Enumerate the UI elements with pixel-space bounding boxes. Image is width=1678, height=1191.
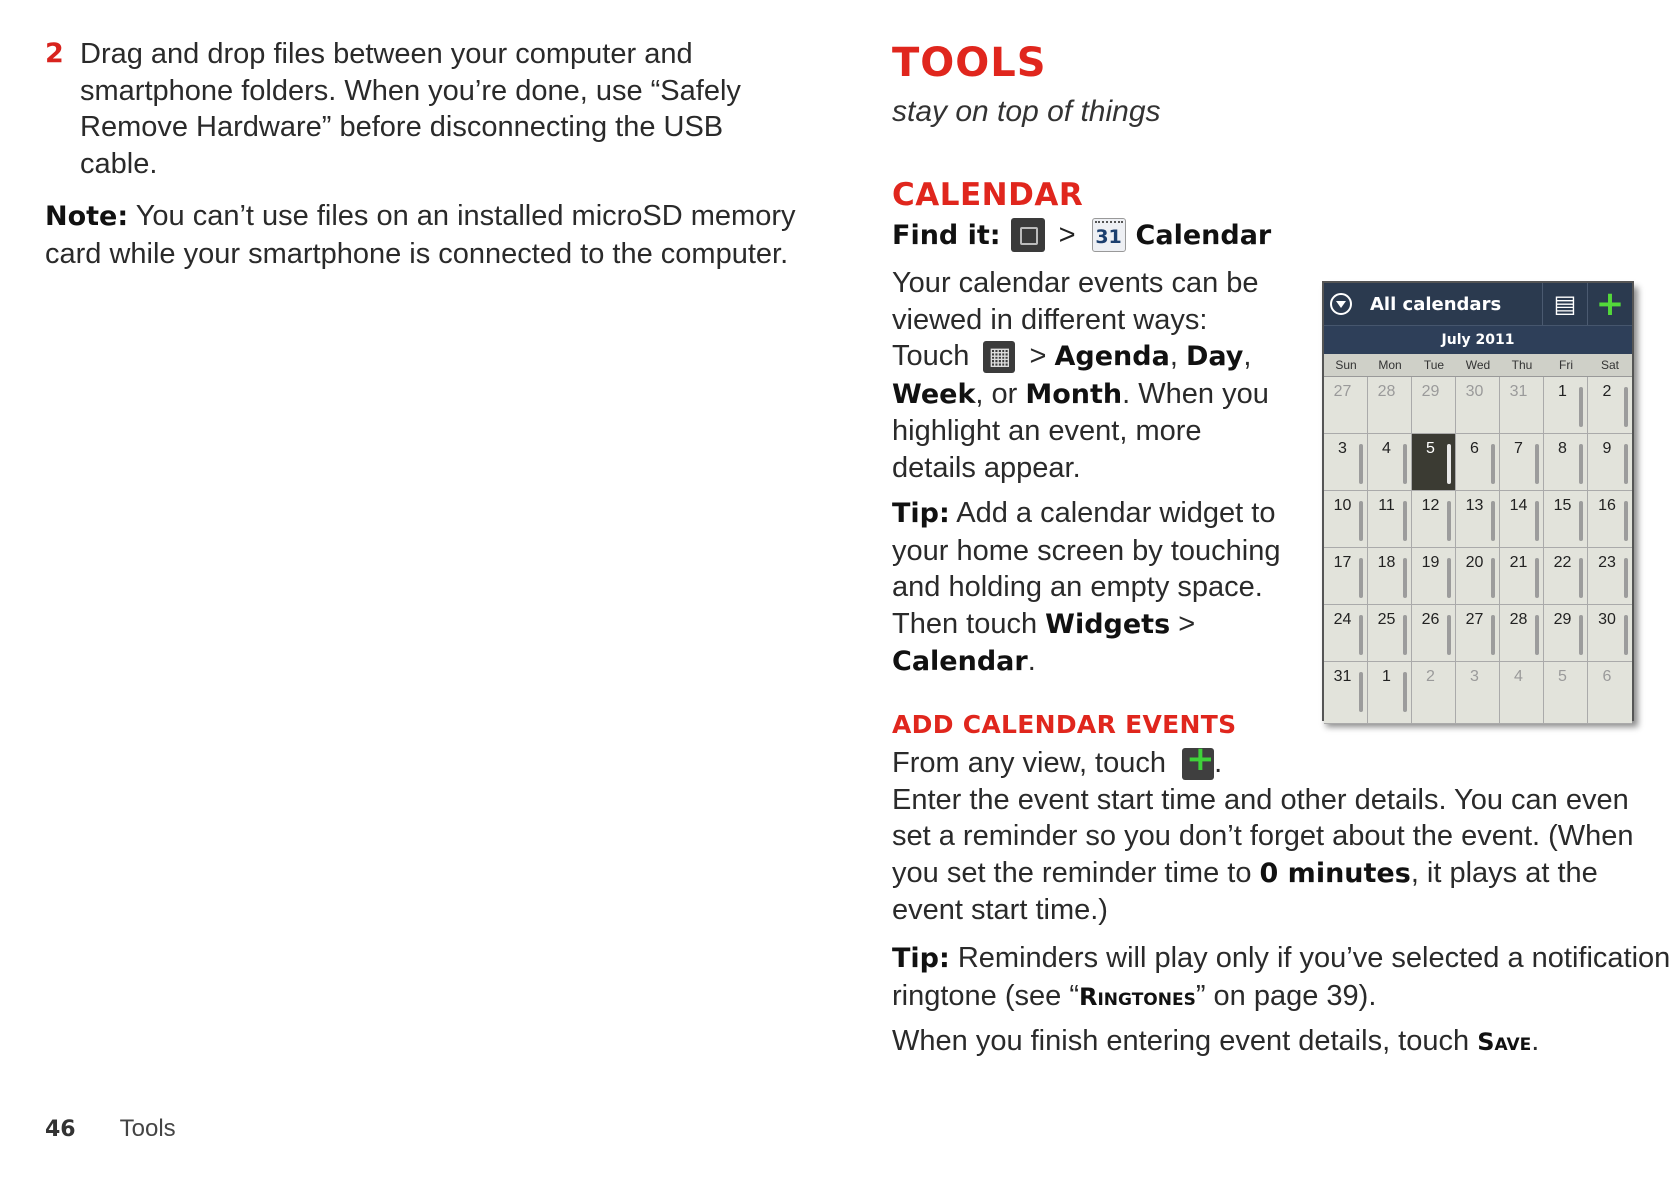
find-it-label: Find it: xyxy=(892,219,1001,251)
day-number: 27 xyxy=(1333,383,1352,400)
day-number: 6 xyxy=(1470,440,1479,457)
path-separator: > xyxy=(1058,218,1076,251)
event-indicator xyxy=(1359,672,1363,712)
month-option: Month xyxy=(1025,378,1123,410)
day-number: 24 xyxy=(1333,611,1352,628)
dropdown-icon[interactable] xyxy=(1330,293,1352,315)
event-indicator xyxy=(1624,558,1628,598)
zero-minutes: 0 minutes xyxy=(1259,857,1411,889)
day-number: 3 xyxy=(1470,668,1479,685)
page-number: 46 xyxy=(45,1117,76,1142)
event-indicator xyxy=(1579,558,1583,598)
event-indicator xyxy=(1403,444,1407,484)
calendar-day-cell[interactable] xyxy=(1544,491,1588,548)
day-number: 31 xyxy=(1333,668,1352,685)
agenda-option: Agenda xyxy=(1054,341,1170,372)
weekday-label: Tue xyxy=(1423,358,1445,372)
day-number: 18 xyxy=(1377,554,1396,571)
day-number: 5 xyxy=(1426,440,1435,457)
day-number: 15 xyxy=(1553,497,1572,514)
calendar-day-cell[interactable] xyxy=(1500,491,1544,548)
calendar-day-cell[interactable] xyxy=(1456,662,1500,724)
tip-end: . xyxy=(1027,645,1036,677)
calendar-day-cell[interactable] xyxy=(1412,548,1456,605)
step-number: 2 xyxy=(45,38,64,69)
event-indicator xyxy=(1624,444,1628,484)
calendar-day-cell[interactable] xyxy=(1588,605,1632,662)
event-indicator xyxy=(1579,387,1583,427)
month-grid xyxy=(1324,377,1632,724)
calendar-app-icon[interactable] xyxy=(1092,218,1126,252)
add-event-icon[interactable] xyxy=(1182,748,1214,780)
weekday-label: Wed xyxy=(1465,358,1491,372)
calendar-day-cell[interactable] xyxy=(1456,491,1500,548)
page-subtitle: stay on top of things xyxy=(892,95,1161,128)
widgets-option: Widgets xyxy=(1045,608,1171,640)
calendar-day-cell[interactable] xyxy=(1588,434,1632,491)
month-label: July 2011 xyxy=(1324,325,1632,354)
event-indicator xyxy=(1447,615,1451,655)
day-number: 26 xyxy=(1421,611,1440,628)
event-indicator xyxy=(1535,615,1539,655)
view-menu-icon[interactable]: ▤ xyxy=(1542,283,1587,325)
save-label: Save xyxy=(1477,1028,1532,1056)
day-number: 6 xyxy=(1602,668,1612,685)
event-indicator xyxy=(1447,501,1451,541)
weekday-row xyxy=(1324,354,1632,377)
event-indicator xyxy=(1491,444,1495,484)
event-indicator xyxy=(1403,615,1407,655)
tip-label: Tip: xyxy=(892,498,950,529)
apps-launcher-icon[interactable] xyxy=(1011,218,1045,252)
tip2-label: Tip: xyxy=(892,943,950,974)
day-number: 30 xyxy=(1465,383,1484,400)
calendar-option: Calendar xyxy=(892,646,1028,677)
day-number: 14 xyxy=(1509,497,1528,514)
weekday-label: Mon xyxy=(1378,358,1402,372)
calendar-day-cell[interactable] xyxy=(1412,434,1456,491)
page-title: TOOLS xyxy=(892,40,1047,86)
calendar-day-cell[interactable] xyxy=(1368,548,1412,605)
event-indicator xyxy=(1491,615,1495,655)
day-number: 27 xyxy=(1465,611,1484,628)
weekday-label: Sat xyxy=(1600,358,1619,372)
tip-widget xyxy=(892,495,1292,681)
tip2-text-1: Reminders will play only if you’ve selected a notification ringtone (see “ xyxy=(892,942,1671,1012)
calendar-day-cell[interactable] xyxy=(1412,491,1456,548)
day-number: 11 xyxy=(1378,497,1395,514)
calendar-day-cell[interactable] xyxy=(1500,662,1544,724)
event-indicator xyxy=(1447,444,1451,484)
day-number: 21 xyxy=(1509,554,1528,571)
day-number: 1 xyxy=(1382,668,1391,685)
day-number: 29 xyxy=(1553,611,1572,628)
calendar-day-cell[interactable] xyxy=(1324,434,1368,491)
event-indicator xyxy=(1447,558,1451,598)
note-paragraph xyxy=(45,198,805,272)
day-number: 8 xyxy=(1558,440,1567,457)
day-number: 7 xyxy=(1514,440,1523,457)
calendar-day-cell[interactable] xyxy=(1500,548,1544,605)
day-number: 29 xyxy=(1421,383,1440,400)
ringtones-link[interactable]: Ringtones xyxy=(1079,982,1196,1011)
calendar-day-cell[interactable] xyxy=(1324,662,1368,724)
day-number: 2 xyxy=(1426,668,1435,685)
add-text-3: , it plays at the event start time.) xyxy=(892,856,1598,926)
desc-comma-2: , xyxy=(1243,340,1252,372)
desc-sep: > xyxy=(1021,340,1055,372)
widget-header xyxy=(1324,283,1632,325)
finish-end: . xyxy=(1531,1025,1540,1057)
calendar-day-cell[interactable] xyxy=(1368,434,1412,491)
tip-reminders xyxy=(892,940,1672,1015)
day-option: Day xyxy=(1185,341,1244,372)
step-2 xyxy=(45,36,805,182)
day-number: 20 xyxy=(1465,554,1484,571)
calendar-day-cell[interactable] xyxy=(1544,605,1588,662)
calendar-day-cell[interactable] xyxy=(1324,548,1368,605)
calendar-day-cell[interactable] xyxy=(1412,662,1456,724)
tip-text: Add a calendar widget to your home screen by touching and holding an empty space. Then touch xyxy=(892,497,1281,640)
event-indicator xyxy=(1624,501,1628,541)
day-number: 28 xyxy=(1509,611,1528,628)
calendar-day-cell[interactable] xyxy=(1368,491,1412,548)
note-label: Note: xyxy=(45,201,129,232)
calendar-day-cell[interactable] xyxy=(1456,377,1500,434)
event-indicator xyxy=(1359,501,1363,541)
finish-text: When you finish entering event details, touch xyxy=(892,1025,1478,1057)
day-number: 22 xyxy=(1553,554,1572,571)
day-number: 12 xyxy=(1421,497,1440,514)
calendar-description xyxy=(892,265,1272,486)
weekday-label: Sun xyxy=(1335,358,1357,372)
event-indicator xyxy=(1535,558,1539,598)
desc-text-2: . When you highlight an event, more details appear. xyxy=(892,377,1269,484)
widget-title: All calendars xyxy=(1370,293,1502,315)
calendar-day-cell[interactable] xyxy=(1500,605,1544,662)
event-indicator xyxy=(1579,444,1583,484)
find-it-target: Calendar xyxy=(1135,219,1272,251)
event-indicator xyxy=(1579,615,1583,655)
event-indicator xyxy=(1359,615,1363,655)
event-indicator xyxy=(1624,615,1628,655)
calendar-day-cell[interactable] xyxy=(1500,434,1544,491)
calendar-day-cell[interactable] xyxy=(1412,377,1456,434)
calendar-day-cell[interactable] xyxy=(1368,605,1412,662)
day-number: 4 xyxy=(1514,668,1523,685)
find-it-line xyxy=(892,218,1271,252)
event-indicator xyxy=(1359,444,1363,484)
note-text: You can’t use files on an installed microSD memory card while your smartphone is connected to the computer. xyxy=(45,200,796,270)
event-indicator xyxy=(1624,387,1628,427)
day-number: 30 xyxy=(1598,611,1616,628)
day-number: 4 xyxy=(1382,440,1391,457)
calendar-icon-day: 31 xyxy=(1095,226,1122,248)
calendar-day-cell[interactable] xyxy=(1324,605,1368,662)
day-number: 13 xyxy=(1465,497,1484,514)
finish-paragraph xyxy=(892,1023,1672,1061)
calendar-day-cell[interactable] xyxy=(1368,377,1412,434)
day-number: 10 xyxy=(1333,497,1352,514)
calendar-day-cell[interactable] xyxy=(1588,662,1632,724)
calendar-day-cell[interactable] xyxy=(1456,434,1500,491)
add-text-2: Enter the event start time and other details. You can even set a reminder so you don’t forget about the event. (When you set the reminder time to xyxy=(892,783,1634,889)
day-number: 23 xyxy=(1598,554,1616,571)
desc-or: , or xyxy=(975,377,1026,410)
day-number: 25 xyxy=(1377,611,1396,628)
add-line-1 xyxy=(892,745,1672,782)
event-indicator xyxy=(1403,672,1407,712)
calendar-heading: CALENDAR xyxy=(892,177,1084,213)
event-indicator xyxy=(1491,501,1495,541)
day-number: 28 xyxy=(1377,383,1396,400)
calendar-day-cell[interactable] xyxy=(1500,377,1544,434)
day-number: 3 xyxy=(1338,440,1347,457)
desc-comma-1: , xyxy=(1169,340,1186,372)
footer-section: Tools xyxy=(119,1115,176,1142)
add-line-2 xyxy=(892,782,1672,929)
calendar-day-cell[interactable] xyxy=(1456,605,1500,662)
add-icon[interactable]: + xyxy=(1587,283,1632,325)
day-number: 19 xyxy=(1421,554,1440,571)
calendar-day-cell[interactable] xyxy=(1412,605,1456,662)
calendar-day-cell[interactable] xyxy=(1544,377,1588,434)
weekday-label: Fri xyxy=(1559,358,1573,372)
calendar-day-cell[interactable] xyxy=(1588,548,1632,605)
calendar-day-cell[interactable] xyxy=(1544,548,1588,605)
step-text: Drag and drop files between your computer and smartphone folders. When you’re done, use “Safely Remove Hardware” before disconnecting the USB cable. xyxy=(80,38,741,180)
event-indicator xyxy=(1535,501,1539,541)
event-indicator xyxy=(1403,558,1407,598)
page-footer xyxy=(45,1115,176,1143)
event-indicator xyxy=(1491,558,1495,598)
calendar-day-cell[interactable] xyxy=(1324,377,1368,434)
add-events-heading: ADD CALENDAR EVENTS xyxy=(892,710,1237,739)
week-option: Week xyxy=(892,378,976,410)
tip-sep: > xyxy=(1170,607,1196,640)
event-indicator xyxy=(1535,444,1539,484)
day-number: 31 xyxy=(1509,383,1528,400)
calendar-widget xyxy=(1322,281,1634,721)
event-indicator xyxy=(1403,501,1407,541)
day-number: 1 xyxy=(1558,383,1567,400)
calendar-day-cell[interactable] xyxy=(1544,434,1588,491)
event-indicator xyxy=(1579,501,1583,541)
menu-icon[interactable] xyxy=(983,341,1015,373)
add-text-1-end: . xyxy=(1214,747,1223,779)
add-text-1: From any view, touch xyxy=(892,747,1175,779)
weekday-label: Thu xyxy=(1511,358,1533,372)
calendar-day-cell[interactable] xyxy=(1324,491,1368,548)
day-number: 17 xyxy=(1333,554,1352,571)
calendar-day-cell[interactable] xyxy=(1544,662,1588,724)
day-number: 2 xyxy=(1602,383,1612,400)
calendar-day-cell[interactable] xyxy=(1588,491,1632,548)
calendar-day-cell[interactable] xyxy=(1368,662,1412,724)
desc-text-1: Your calendar events can be viewed in different ways: Touch xyxy=(892,267,1259,372)
add-events-text xyxy=(892,745,1672,929)
left-column xyxy=(45,36,805,272)
day-number: 9 xyxy=(1602,440,1612,457)
calendar-day-cell[interactable] xyxy=(1588,377,1632,434)
day-number: 5 xyxy=(1558,668,1567,685)
calendar-day-cell[interactable] xyxy=(1456,548,1500,605)
event-indicator xyxy=(1359,558,1363,598)
tip2-text-2: ” on page 39). xyxy=(1195,979,1377,1012)
day-number: 16 xyxy=(1598,497,1616,514)
